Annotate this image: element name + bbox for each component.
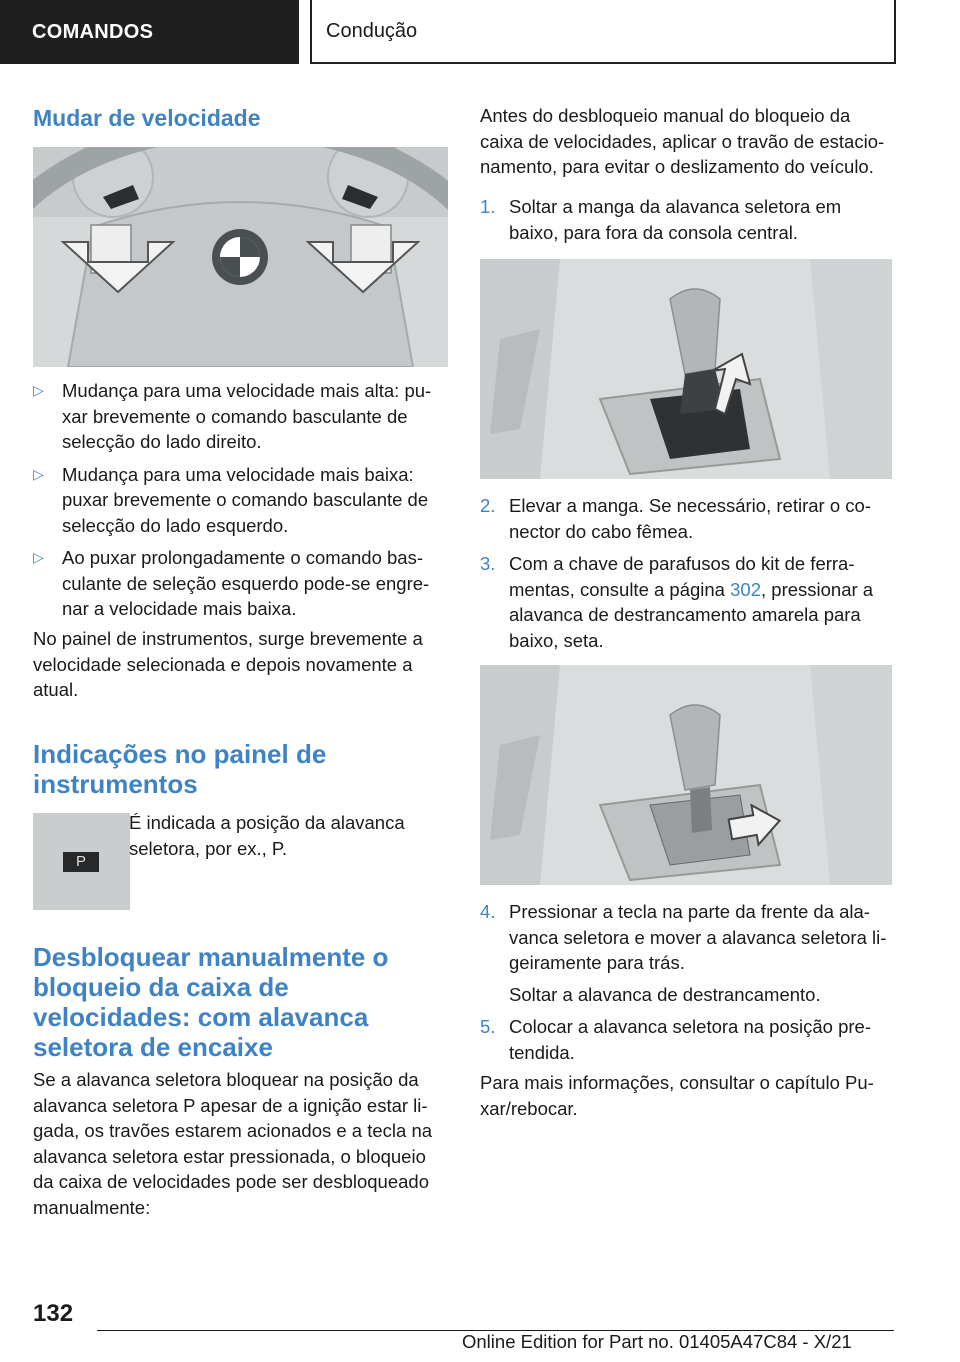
console-illustration-2 [480,665,892,885]
steps-4-5 [480,899,892,1065]
edition-note: Online Edition for Part no. 01405A47C84 - X/21 [462,1331,852,1352]
unlock-paragraph: Se a alavanca seletora bloquear na posição da alavanca seletora P apesar de a ignição estar li-gada, os travões estarem acionados e a tecla na alavanca seletora estar pressionada, o bloqueio da caixa de velocidades pode ser desbloqueado manualmente: [33,1069,433,1218]
console-illustration-1 [480,259,892,479]
list-item: 4. Pressionar a tecla na parte da frente da ala-vanca seletora e mover a alavanca seletora li-geiramente para trás. [480,901,887,973]
triangle-bullet-icon: ▷ [33,465,44,482]
panel-paragraph: No painel de instrumentos, surge brevemente a velocidade selecionada e depois novamente a atual. [33,628,423,700]
list-item-continuation: Soltar a alavanca de destrancamento. [509,983,821,1005]
section-title: Condução [310,0,896,64]
steering-wheel-illustration [33,147,448,367]
list-item: ▷ Ao puxar prolongadamente o comando bas-culante de seleção esquerdo pode-se engre-nar a velocidade mais baixa. [33,547,430,619]
page-link[interactable]: 302 [730,578,761,600]
indicated-paragraph: É indicada a posição da alavanca seletora, por ex., P. [129,812,405,859]
heading-speed: Mudar de velocidade [33,105,261,131]
list-item: 2. Elevar a manga. Se necessário, retirar o co-nector do cabo fêmea. [480,495,871,542]
gear-indicator-image [33,813,130,910]
heading-unlock: Desbloquear manualmente o bloqueio da caixa de velocidades: com alavanca seletora de encaixe [33,942,389,1062]
gear-display: P [63,852,99,872]
steps-1 [480,194,892,245]
triangle-bullet-icon: ▷ [33,382,44,398]
more-info-paragraph: Para mais informações, consultar o capítulo Pu-xar/rebocar. [480,1072,874,1119]
list-item: ▷ Mudança para uma velocidade mais baixa: puxar brevemente o comando basculante de selecção do lado esquerdo. [33,463,429,536]
list-item: ▷ Mudança para uma velocidade mais alta: pu-xar brevemente o comando basculante de selecção do lado direito. [33,380,432,452]
intro-paragraph: Antes do desbloqueio manual do bloqueio da caixa de velocidades, aplicar o travão de estacio-namento, para evitar o deslizamento do veículo. [480,105,885,177]
triangle-bullet-icon: ▷ [33,549,44,565]
list-item: 1. Soltar a manga da alavanca seletora em baixo, para fora da consola central. [480,196,842,243]
page-number: 132 [33,1300,74,1327]
list-item: 3. Com a chave de parafusos do kit de ferra-mentas, consulte a página 302, pressionar a alavanca de destrancamento amarela para baixo, seta. [480,553,874,651]
list-item: 5. Colocar a alavanca seletora na posição pre-tendida. [480,1016,871,1063]
shift-bullets [33,378,448,629]
heading-indications: Indicações no painel de instrumentos [33,739,327,799]
chapter-tab: COMANDOS [0,0,299,64]
steps-2-3 [480,493,892,653]
